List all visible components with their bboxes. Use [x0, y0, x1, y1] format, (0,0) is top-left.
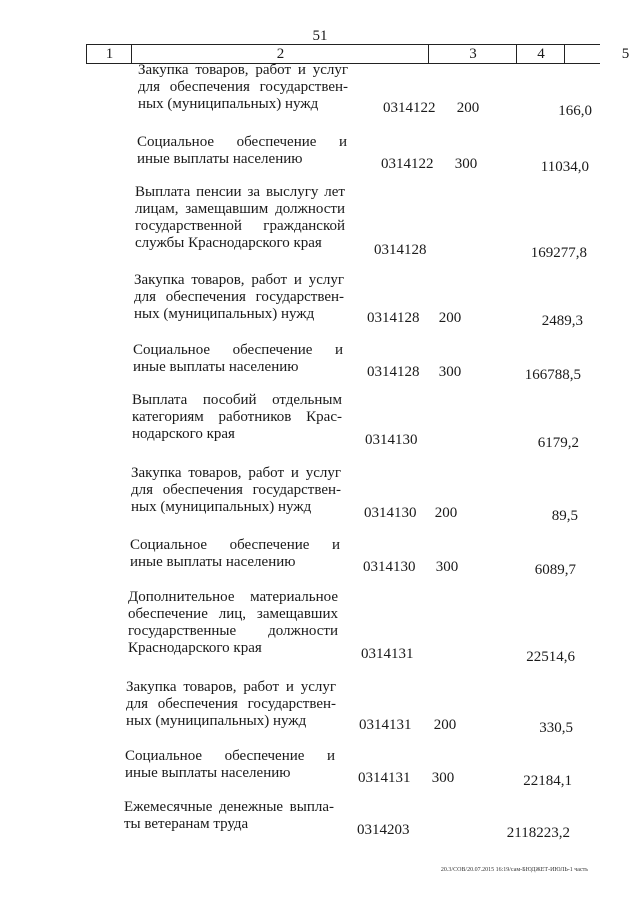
row-description — [125, 748, 335, 782]
description-line: для обеспечения государствен- — [126, 696, 336, 712]
expense-type-code: 300 — [435, 559, 459, 575]
description-line: Закупка товаров, работ и услуг — [131, 465, 341, 481]
row-description — [137, 134, 347, 168]
amount-value: 166,0 — [558, 103, 592, 119]
amount-value: 22514,6 — [526, 649, 575, 665]
description-line: для обеспечения государствен- — [131, 482, 341, 498]
header-col-5: 5 — [564, 45, 640, 63]
target-article-code: 0314128 — [374, 242, 427, 258]
expense-type-code: 300 — [438, 364, 462, 380]
description-line: Ежемесячные денежные выпла- — [124, 799, 334, 815]
row-description — [131, 465, 341, 516]
expense-type-code: 300 — [454, 156, 478, 172]
description-line: ных (муниципальных) нужд — [138, 96, 319, 112]
amount-value: 11034,0 — [540, 159, 589, 175]
amount-value: 6089,7 — [534, 562, 576, 578]
expense-type-code: 200 — [456, 100, 480, 116]
row-description — [132, 392, 342, 443]
target-article-code: 0314122 — [381, 156, 434, 172]
target-article-code: 0314128 — [367, 310, 420, 326]
header-col-1: 1 — [86, 45, 132, 63]
target-article-code: 0314122 — [383, 100, 436, 116]
expense-type-code: 200 — [433, 717, 457, 733]
description-line: Социальное обеспечение и — [130, 537, 340, 553]
description-line: ных (муниципальных) нужд — [131, 499, 312, 515]
description-line: лицам, замещавшим должности — [135, 201, 345, 217]
target-article-code: 0314130 — [363, 559, 416, 575]
description-line: государственной гражданской — [135, 218, 345, 234]
target-article-code: 0314131 — [358, 770, 411, 786]
description-line: ных (муниципальных) нужд — [126, 713, 307, 729]
row-description — [128, 589, 338, 657]
target-article-code: 0314131 — [361, 646, 414, 662]
target-article-code: 0314130 — [365, 432, 418, 448]
description-line: иные выплаты населению — [125, 765, 291, 781]
description-line: Дополнительное материальное — [128, 589, 338, 605]
row-description — [124, 799, 334, 833]
amount-value: 22184,1 — [523, 773, 572, 789]
amount-value: 166788,5 — [524, 367, 581, 383]
description-line: Закупка товаров, работ и услуг — [126, 679, 336, 695]
description-line: государственные должности — [128, 623, 338, 639]
description-line: Выплата пособий отдельным — [132, 392, 342, 408]
amount-value: 6179,2 — [537, 435, 579, 451]
target-article-code: 0314203 — [357, 822, 410, 838]
description-line: категориям работников Крас- — [132, 409, 342, 425]
target-article-code: 0314130 — [364, 505, 417, 521]
amount-value: 2118223,2 — [506, 825, 570, 841]
description-line: Выплата пенсии за выслугу лет — [135, 184, 345, 200]
header-col-2: 2 — [131, 45, 429, 63]
expense-type-code: 300 — [431, 770, 455, 786]
description-line: обеспечение лиц, замещавших — [128, 606, 338, 622]
description-line: ных (муниципальных) нужд — [134, 306, 315, 322]
description-line: для обеспечения государствен- — [138, 79, 348, 95]
amount-value: 169277,8 — [530, 245, 587, 261]
description-line: иные выплаты населению — [137, 151, 303, 167]
row-description — [133, 342, 343, 376]
description-line: Социальное обеспечение и — [137, 134, 347, 150]
amount-value: 330,5 — [539, 720, 573, 736]
description-line: Социальное обеспечение и — [125, 748, 335, 764]
row-description — [138, 62, 348, 113]
description-line: ты ветеранам труда — [124, 816, 249, 832]
table-header — [86, 44, 630, 64]
expense-type-code: 200 — [434, 505, 458, 521]
header-col-3: 3 — [428, 45, 517, 63]
amount-value: 2489,3 — [541, 313, 583, 329]
description-line: Закупка товаров, работ и услуг — [134, 272, 344, 288]
description-line: иные выплаты населению — [130, 554, 296, 570]
description-line: для обеспечения государствен- — [134, 289, 344, 305]
amount-value: 89,5 — [551, 508, 578, 524]
target-article-code: 0314131 — [359, 717, 412, 733]
description-line: службы Краснодарского края — [135, 235, 322, 251]
description-line: Закупка товаров, работ и услуг — [138, 62, 348, 78]
row-description — [135, 184, 345, 252]
description-line: Краснодарского края — [128, 640, 262, 656]
page-number: 51 — [312, 28, 328, 44]
target-article-code: 0314128 — [367, 364, 420, 380]
expense-type-code: 200 — [438, 310, 462, 326]
description-line: иные выплаты населению — [133, 359, 299, 375]
description-line: нодарского края — [132, 426, 235, 442]
description-line: Социальное обеспечение и — [133, 342, 343, 358]
row-description — [126, 679, 336, 730]
row-description — [130, 537, 340, 571]
footer-stamp: 20.3/СОВ/20.07.2015 16:19/сам-БЮДЖЕТ-ИЮЛЬ-1 часть — [440, 867, 588, 873]
row-description — [134, 272, 344, 323]
header-col-4: 4 — [516, 45, 565, 63]
